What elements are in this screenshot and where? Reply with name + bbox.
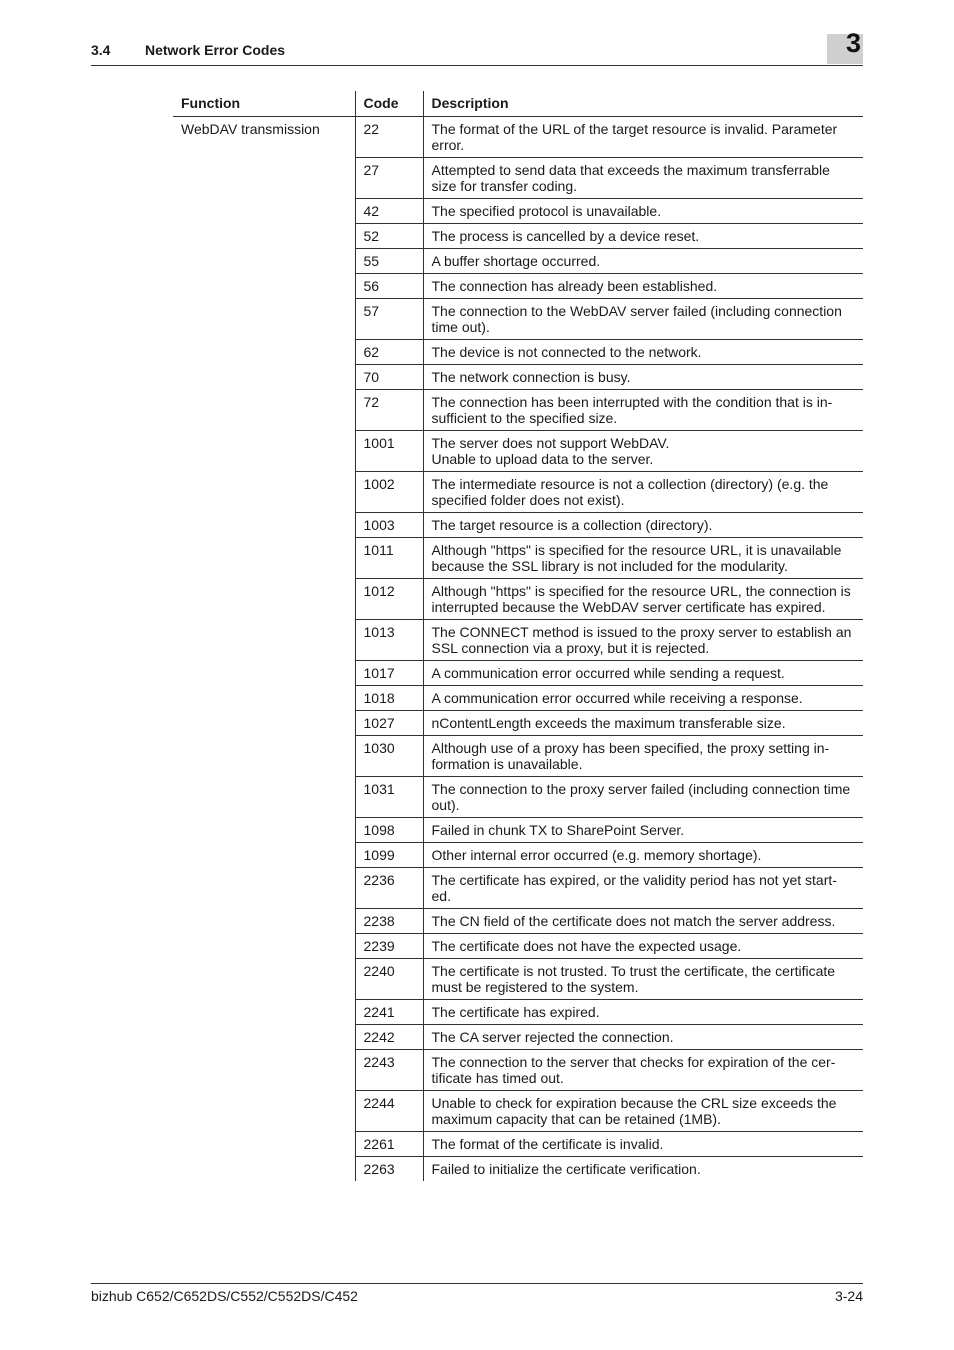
description-cell <box>423 365 863 390</box>
code-cell: 62 <box>355 340 423 365</box>
description-text: The format of the certificate is invalid. <box>431 1136 664 1152</box>
code-cell: 1001 <box>355 431 423 472</box>
description-text: The intermediate resource is not a collection (directory) (e.g. the specified folder does not exist). <box>431 476 829 508</box>
description-text: The specified protocol is unavailable. <box>431 203 662 219</box>
description-cell <box>423 199 863 224</box>
description-cell <box>423 538 863 579</box>
description-cell <box>423 777 863 818</box>
description-text: A buffer shortage occurred. <box>431 253 601 269</box>
code-cell: 1031 <box>355 777 423 818</box>
column-header-code: Code <box>355 91 423 117</box>
chapter-tab <box>827 28 863 64</box>
description-cell <box>423 686 863 711</box>
description-cell <box>423 224 863 249</box>
code-cell: 2239 <box>355 934 423 959</box>
description-cell <box>423 1157 863 1182</box>
description-cell <box>423 934 863 959</box>
code-cell: 1012 <box>355 579 423 620</box>
code-cell: 56 <box>355 274 423 299</box>
code-cell: 72 <box>355 390 423 431</box>
description-text: The server does not support WebDAV. Unable to upload data to the server. <box>431 435 670 467</box>
description-cell <box>423 959 863 1000</box>
description-text: The connection has been interrupted with the condition that is in-sufficient to the specified size. <box>431 394 833 426</box>
code-cell: 2261 <box>355 1132 423 1157</box>
code-cell: 52 <box>355 224 423 249</box>
code-cell: 57 <box>355 299 423 340</box>
description-cell <box>423 117 863 158</box>
description-cell <box>423 1025 863 1050</box>
description-text: Attempted to send data that exceeds the maximum transferrable size for transfer coding. <box>431 162 830 194</box>
description-cell <box>423 1132 863 1157</box>
description-text: A communication error occurred while sending a request. <box>431 665 785 681</box>
code-cell: 1027 <box>355 711 423 736</box>
description-cell <box>423 579 863 620</box>
description-text: The format of the URL of the target resource is invalid. Parameter error. <box>431 121 838 153</box>
function-cell: WebDAV transmission <box>181 121 320 137</box>
description-text: The connection to the proxy server failed (including connection time out). <box>431 781 851 813</box>
description-cell <box>423 158 863 199</box>
table-row <box>173 117 863 158</box>
column-header-description: Description <box>423 91 863 117</box>
description-cell <box>423 868 863 909</box>
description-cell <box>423 818 863 843</box>
code-cell: 22 <box>355 117 423 158</box>
error-code-table <box>173 91 863 1181</box>
code-cell: 1003 <box>355 513 423 538</box>
description-text: The device is not connected to the network. <box>431 344 702 360</box>
description-cell <box>423 513 863 538</box>
section-number: 3.4 <box>91 42 111 58</box>
code-cell: 1017 <box>355 661 423 686</box>
description-text: The certificate does not have the expected usage. <box>431 938 742 954</box>
description-text: The CONNECT method is issued to the proxy server to establish an SSL connection via a proxy, but it is rejected. <box>431 624 852 656</box>
code-cell: 2242 <box>355 1025 423 1050</box>
description-text: The process is cancelled by a device reset. <box>431 228 700 244</box>
description-text: Although use of a proxy has been specified, the proxy setting in-formation is unavailable. <box>431 740 830 772</box>
description-text: The connection has already been established. <box>431 278 718 294</box>
description-text: The connection to the WebDAV server failed (including connection time out). <box>431 303 842 335</box>
description-text: The certificate has expired, or the validity period has not yet start-ed. <box>431 872 837 904</box>
description-text: The network connection is busy. <box>431 369 631 385</box>
table-header-row <box>173 91 863 117</box>
description-cell <box>423 909 863 934</box>
description-cell <box>423 843 863 868</box>
code-cell: 2263 <box>355 1157 423 1182</box>
code-cell: 1011 <box>355 538 423 579</box>
description-cell <box>423 249 863 274</box>
code-cell: 55 <box>355 249 423 274</box>
description-cell <box>423 431 863 472</box>
description-cell <box>423 661 863 686</box>
description-text: The CA server rejected the connection. <box>431 1029 674 1045</box>
description-cell <box>423 390 863 431</box>
model-name: bizhub C652/C652DS/C552/C552DS/C452 <box>91 1288 358 1304</box>
description-text: The target resource is a collection (directory). <box>431 517 713 533</box>
description-cell <box>423 620 863 661</box>
code-cell: 2243 <box>355 1050 423 1091</box>
description-cell <box>423 340 863 365</box>
description-text: The CN field of the certificate does not match the server address. <box>431 913 836 929</box>
page-footer <box>91 1283 863 1308</box>
description-text: Although "https" is specified for the resource URL, the connection is interrupted because the WebDAV server certificate has expired. <box>431 583 851 615</box>
description-cell <box>423 472 863 513</box>
description-cell <box>423 736 863 777</box>
code-cell: 2240 <box>355 959 423 1000</box>
column-header-function: Function <box>173 91 355 117</box>
description-cell <box>423 711 863 736</box>
description-cell <box>423 274 863 299</box>
description-cell <box>423 1091 863 1132</box>
table-body <box>173 117 863 1182</box>
page-number: 3-24 <box>834 1288 863 1304</box>
code-cell: 1002 <box>355 472 423 513</box>
code-cell: 1098 <box>355 818 423 843</box>
description-text: Unable to check for expiration because the CRL size exceeds the maximum capacity that can be retained (1MB). <box>431 1095 837 1127</box>
description-text: The connection to the server that checks for expiration of the cer-tificate has timed out. <box>431 1054 836 1086</box>
description-text: Although "https" is specified for the resource URL, it is unavailable because the SSL library is not included for the modularity. <box>431 542 842 574</box>
description-cell <box>423 299 863 340</box>
code-cell: 1018 <box>355 686 423 711</box>
code-cell: 2241 <box>355 1000 423 1025</box>
description-cell <box>423 1050 863 1091</box>
code-cell: 1030 <box>355 736 423 777</box>
description-text: Failed to initialize the certificate verification. <box>431 1161 701 1177</box>
page-header <box>91 28 863 66</box>
code-cell: 2238 <box>355 909 423 934</box>
description-cell <box>423 1000 863 1025</box>
description-text: The certificate is not trusted. To trust the certificate, the certificate must be registered to the system. <box>431 963 836 995</box>
code-cell: 70 <box>355 365 423 390</box>
code-cell: 27 <box>355 158 423 199</box>
description-text: The certificate has expired. <box>431 1004 600 1020</box>
section-title: Network Error Codes <box>145 42 286 58</box>
chapter-number: 3 <box>845 28 861 58</box>
code-cell: 1099 <box>355 843 423 868</box>
code-cell: 2236 <box>355 868 423 909</box>
description-text: A communication error occurred while receiving a response. <box>431 690 803 706</box>
code-cell: 2244 <box>355 1091 423 1132</box>
description-text: Other internal error occurred (e.g. memory shortage). <box>431 847 762 863</box>
code-cell: 42 <box>355 199 423 224</box>
description-text: Failed in chunk TX to SharePoint Server. <box>431 822 685 838</box>
code-cell: 1013 <box>355 620 423 661</box>
description-text: nContentLength exceeds the maximum transferable size. <box>431 715 786 731</box>
